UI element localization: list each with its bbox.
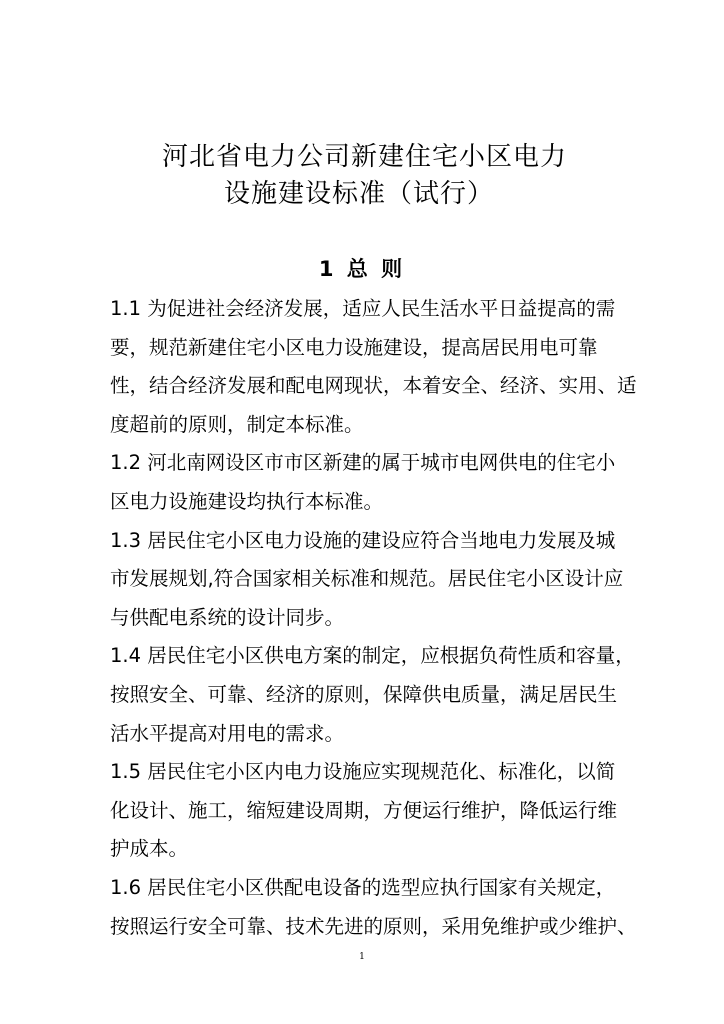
text-line: 度超前的原则，制定本标准。 — [110, 412, 364, 436]
text-line: 活水平提高对用电的需求。 — [110, 721, 345, 745]
page-number: 1 — [359, 952, 365, 962]
document-title-line-2: 设施建设标准（试行） — [224, 179, 495, 209]
document-title-line-1: 河北省电力公司新建住宅小区电力 — [162, 142, 568, 172]
body-text — [110, 290, 637, 946]
text-line: 市发展规划,符合国家相关标准和规范。居民住宅小区设计应 — [110, 567, 624, 591]
text-line: 按照安全、可靠、经济的原则，保障供电质量，满足居民生 — [110, 682, 618, 706]
text-line: 化设计、施工，缩短建设周期，方便运行维护，降低运行维 — [110, 798, 618, 822]
text-line: 要，规范新建住宅小区电力设施建设，提高居民用电可靠 — [110, 335, 598, 359]
text-line: 1.1 为促进社会经济发展，适应人民生活水平日益提高的需 — [110, 297, 616, 320]
text-line: 1.2 河北南网设区市市区新建的属于城市电网供电的住宅小 — [110, 451, 616, 475]
text-line: 按照运行安全可靠、技术先进的原则，采用免维护或少维护、 — [110, 914, 637, 938]
section-heading: 1 总 则 — [318, 257, 406, 281]
text-line: 与供配电系统的设计同步。 — [110, 605, 345, 629]
text-line: 1.6 居民住宅小区供配电设备的选型应执行国家有关规定， — [110, 875, 616, 899]
text-line: 1.4 居民住宅小区供电方案的制定，应根据负荷性质和容量， — [110, 644, 635, 668]
text-line: 1.3 居民住宅小区电力设施的建设应符合当地电力发展及城 — [110, 528, 616, 552]
text-line: 区电力设施建设均执行本标准。 — [110, 489, 384, 513]
text-line: 1.5 居民住宅小区内电力设施应实现规范化、标准化，以简 — [110, 760, 616, 784]
text-line: 护成本。 — [110, 837, 189, 861]
text-line: 性，结合经济发展和配电网现状，本着安全、经济、实用、适 — [110, 374, 637, 398]
